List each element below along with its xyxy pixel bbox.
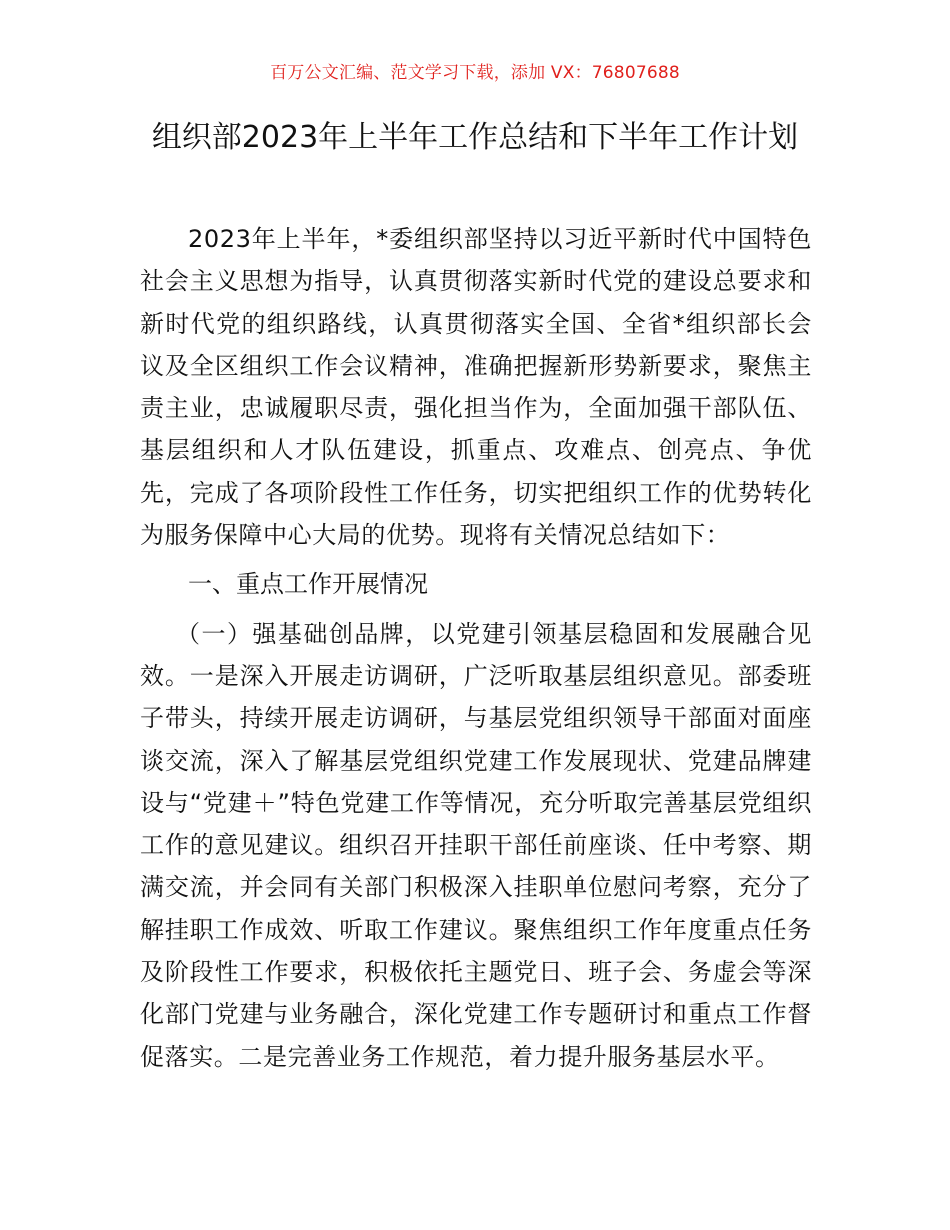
document-body — [140, 218, 812, 1078]
section-heading: 一、重点工作开展情况 — [188, 570, 428, 599]
section-paragraph: （一）强基础创品牌，以党建引领基层稳固和发展融合见效。一是深入开展走访调研，广泛听取基层组织意见。部委班子带头，持续开展走访调研，与基层党组织领导干部面对面座谈交流，深入了解基层党组织党建工作发展现状、党建品牌建设与“党建＋”特色党建工作等情况，充分听取完善基层党组织工作的意见建议。组织召开挂职干部任前座谈、任中考察、期满交流，并会同有关部门积极深入挂职单位慰问考察，充分了解挂职工作成效、听取工作建议。聚焦组织工作年度重点任务及阶段性工作要求，积极依托主题党日、班子会、务虚会等深化部门党建与业务融合，深化党建工作专题研讨和重点工作督促落实。二是完善业务工作规范，着力提升服务基层水平。 — [140, 619, 812, 1071]
document-title: 组织部2023年上半年工作总结和下半年工作计划 — [151, 120, 799, 155]
watermark-header: 百万公文汇编、范文学习下载，添加 VX：76807688 — [270, 63, 680, 83]
intro-paragraph: 2023年上半年，*委组织部坚持以习近平新时代中国特色社会主义思想为指导，认真贯彻落实新时代党的建设总要求和新时代党的组织路线，认真贯彻落实全国、全省*组织部长会议及全区组织工作会议精神，准确把握新形势新要求，聚焦主责主业，忠诚履职尽责，强化担当作为，全面加强干部队伍、基层组织和人才队伍建设，抓重点、攻难点、创亮点、争优先，完成了各项阶段性工作任务，切实把组织工作的优势转化为服务保障中心大局的优势。现将有关情况总结如下： — [140, 225, 812, 550]
